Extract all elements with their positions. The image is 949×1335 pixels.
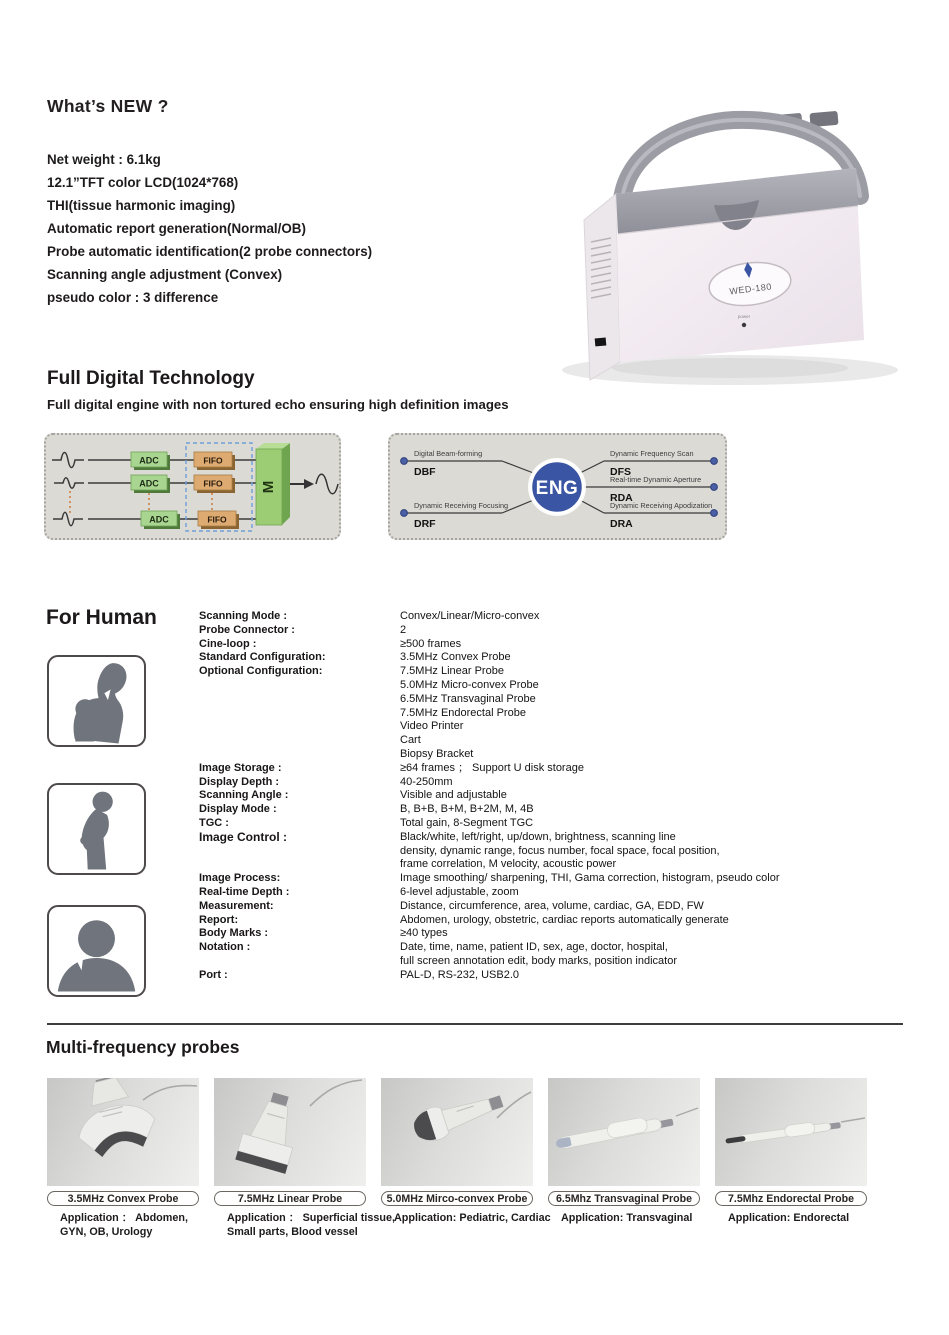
spec-row xyxy=(199,927,819,941)
person-portrait-silhouette-icon xyxy=(49,907,144,995)
spec-row xyxy=(199,762,819,776)
spec-row xyxy=(199,969,819,983)
spec-row xyxy=(199,651,819,665)
input-wave xyxy=(53,512,83,526)
probe-photo-transvaginal xyxy=(548,1078,700,1186)
adc-label: ADC xyxy=(139,455,159,466)
feature-item: pseudo color : 3 difference xyxy=(47,290,219,305)
transvaginal-probe-illustration xyxy=(548,1078,700,1186)
probe-name-pill: 6.5Mhz Transvaginal Probe xyxy=(548,1191,700,1206)
feature-item: Scanning angle adjustment (Convex) xyxy=(47,267,283,282)
model-label: WED-180 xyxy=(728,281,773,297)
spec-value: frame correlation, M velocity, acoustic power xyxy=(400,858,617,871)
spec-value: Total gain, 8-Segment TGC xyxy=(400,816,534,829)
spec-table xyxy=(199,610,819,983)
output-wave xyxy=(316,474,338,494)
spec-label: Real-time Depth : xyxy=(199,885,290,898)
probe-application: Application ： Abdomen, GYN, OB, Urology xyxy=(60,1212,188,1238)
spec-row xyxy=(199,900,819,914)
pregnant-woman-silhouette-icon xyxy=(49,785,144,873)
feature-item: 12.1”TFT color LCD(1024*768) xyxy=(47,175,239,190)
micro-convex-probe-illustration xyxy=(381,1078,533,1186)
probe-cable xyxy=(841,1118,865,1122)
spec-label: Scanning Mode : xyxy=(199,610,287,622)
feature-item: Automatic report generation(Normal/OB) xyxy=(47,221,306,236)
spec-value: Video Printer xyxy=(400,720,464,733)
linear-probe-illustration xyxy=(214,1078,366,1186)
spec-value: ≥40 types xyxy=(400,927,448,940)
spec-row xyxy=(199,610,819,624)
section-divider xyxy=(47,1023,903,1025)
spec-value: Abdomen, urology, obstetric, cardiac reports automatically generate xyxy=(400,913,729,926)
spec-label: Image Storage : xyxy=(199,761,282,774)
spec-label: Image Process: xyxy=(199,872,281,885)
spec-label: Body Marks : xyxy=(199,927,269,940)
adc-blocks xyxy=(131,452,180,529)
product-photo xyxy=(538,92,923,397)
spec-label: TGC : xyxy=(199,816,229,829)
spec-value: ≥500 frames xyxy=(400,637,462,650)
output-arrowhead xyxy=(304,479,314,489)
probe-cable xyxy=(676,1108,698,1116)
probe-photo-micro-convex xyxy=(381,1078,533,1186)
spec-label: Display Depth : xyxy=(199,775,280,788)
probe-photo-convex xyxy=(47,1078,199,1186)
spec-value: Image smoothing/ sharpening, THI, Gama correction, histogram, pseudo color xyxy=(400,872,780,885)
probe-name-pill: 3.5MHz Convex Probe xyxy=(47,1191,199,1206)
whats-new-title: What’s NEW ? xyxy=(47,96,169,116)
spec-label: Standard Configuration: xyxy=(199,651,326,664)
full-digital-subtitle: Full digital engine with non tortured echo ensuring high definition images xyxy=(47,397,509,412)
fifo-label: FIFO xyxy=(207,514,227,525)
probe-application: Application ： Superficial tissue, Small parts, Blood vessel xyxy=(227,1212,395,1238)
ultrasound-machine-illustration xyxy=(538,92,923,397)
probe-application: Application: Pediatric, Cardiac xyxy=(394,1212,551,1224)
input-wave xyxy=(54,478,84,489)
spec-value: Biopsy Bracket xyxy=(400,747,474,760)
probe-cable xyxy=(310,1080,362,1106)
spec-label: Display Mode : xyxy=(199,803,277,816)
spec-row xyxy=(199,803,819,817)
silhouette-card-mother-baby xyxy=(47,655,146,747)
power-led xyxy=(742,323,746,327)
spec-row xyxy=(199,789,819,803)
ellipsis-dots xyxy=(70,491,212,513)
node-full: Dynamic Receiving Apodization xyxy=(610,501,713,510)
full-digital-title: Full Digital Technology xyxy=(47,368,255,389)
silhouette-card-portrait xyxy=(47,905,146,997)
probe-photo-endorectal xyxy=(715,1078,867,1186)
spec-value: Visible and adjustable xyxy=(400,789,507,802)
spec-row xyxy=(199,886,819,900)
silhouette-card-pregnant xyxy=(47,783,146,875)
beamforming-schematic xyxy=(46,435,339,538)
probe-card-linear xyxy=(214,1078,395,1239)
m-block xyxy=(256,443,290,525)
endorectal-probe-illustration xyxy=(715,1078,867,1186)
node-abbr: RDA xyxy=(610,492,633,504)
spec-value: 5.0MHz Micro-convex Probe xyxy=(400,678,539,691)
input-wave xyxy=(52,453,84,468)
spec-label: Scanning Angle : xyxy=(199,789,289,802)
m-label: M xyxy=(259,480,277,494)
spec-value: 3.5MHz Convex Probe xyxy=(400,651,511,664)
node-abbr: DFS xyxy=(610,466,631,478)
spec-label: Probe Connector : xyxy=(199,623,295,636)
spec-row xyxy=(199,665,819,762)
mother-baby-silhouette-icon xyxy=(49,657,144,745)
spec-row xyxy=(199,941,819,969)
probe-card-endorectal xyxy=(715,1078,867,1226)
adc-label: ADC xyxy=(139,478,159,489)
for-human-title: For Human xyxy=(46,606,157,629)
probe-application: Application: Endorectal xyxy=(728,1212,850,1224)
adc-label: ADC xyxy=(149,514,169,525)
spec-row xyxy=(199,638,819,652)
spec-value: density, dynamic range, focus number, focal space, focal position, xyxy=(400,844,720,857)
feature-item: Net weight : 6.1kg xyxy=(47,152,161,167)
probe-application: Application: Transvaginal xyxy=(561,1212,693,1224)
side-panel xyxy=(584,194,620,380)
convex-probe-illustration xyxy=(47,1078,199,1186)
spec-value: B, B+B, B+M, B+2M, M, 4B xyxy=(400,803,534,816)
spec-value: 6-level adjustable, zoom xyxy=(400,885,519,898)
port-socket xyxy=(595,337,607,346)
spec-value: 7.5MHz Endorectal Probe xyxy=(400,706,526,719)
spec-value: ≥64 frames ； Support U disk storage xyxy=(400,761,584,774)
node-full: Dynamic Receiving Focusing xyxy=(414,501,509,510)
fifo-label: FIFO xyxy=(203,478,223,489)
probe-cable xyxy=(143,1086,197,1100)
probes-title: Multi-frequency probes xyxy=(46,1037,240,1057)
spec-value: 2 xyxy=(400,623,407,636)
probe-card-convex xyxy=(47,1078,199,1239)
spec-value: 7.5MHz Linear Probe xyxy=(400,665,504,678)
spec-label: Notation : xyxy=(199,941,251,954)
spec-row xyxy=(199,776,819,790)
spec-label: Image Control : xyxy=(199,829,288,844)
eng-diagram xyxy=(388,433,727,540)
node-full: Digital Beam-forming xyxy=(414,449,483,458)
feature-list xyxy=(47,148,372,309)
shadow-inner xyxy=(612,358,848,378)
fifo-blocks xyxy=(194,452,239,529)
fifo-label: FIFO xyxy=(203,455,223,466)
probe-name-pill: 7.5Mhz Endorectal Probe xyxy=(715,1191,867,1206)
spec-value: Cart xyxy=(400,734,421,747)
spec-row xyxy=(199,914,819,928)
spec-label: Report: xyxy=(199,913,239,926)
eng-schematic xyxy=(390,435,725,538)
spec-value: Date, time, name, patient ID, sex, age, doctor, hospital, xyxy=(400,941,668,954)
spec-value: 40-250mm xyxy=(400,775,453,788)
probe-photo-linear xyxy=(214,1078,366,1186)
node-abbr: DRA xyxy=(610,518,633,530)
spec-value: full screen annotation edit, body marks, position indicator xyxy=(400,954,677,967)
node-full: Real-time Dynamic Aperture xyxy=(610,475,702,484)
feature-item: THI(tissue harmonic imaging) xyxy=(47,198,236,213)
spec-row xyxy=(199,831,819,872)
probe-card-micro-convex xyxy=(381,1078,551,1226)
probe-card-transvaginal xyxy=(548,1078,700,1226)
power-label: power xyxy=(737,314,751,319)
node-abbr: DRF xyxy=(414,518,436,530)
probe-name-pill: 5.0MHz Mirco-convex Probe xyxy=(381,1191,533,1206)
node-abbr: DBF xyxy=(414,466,436,478)
spec-row xyxy=(199,624,819,638)
spec-label: Cine-loop : xyxy=(199,637,257,650)
probe-name-pill: 7.5MHz Linear Probe xyxy=(214,1191,366,1206)
feature-item: Probe automatic identification(2 probe connectors) xyxy=(47,244,373,259)
spec-value: Convex/Linear/Micro-convex xyxy=(400,610,540,622)
spec-label: Measurement: xyxy=(199,899,274,912)
spec-value: PAL-D, RS-232, USB2.0 xyxy=(400,968,520,981)
beamforming-diagram xyxy=(44,433,341,540)
spec-row xyxy=(199,872,819,886)
spec-label: Port : xyxy=(199,968,228,981)
node-full: Dynamic Frequency Scan xyxy=(610,449,694,458)
spec-value: Black/white, left/right, up/down, brightness, scanning line xyxy=(400,830,676,843)
eng-label: ENG xyxy=(535,478,579,499)
spec-label: Optional Configuration: xyxy=(199,665,323,678)
spec-row xyxy=(199,817,819,831)
spec-value: Distance, circumference, area, volume, cardiac, GA, EDD, FW xyxy=(400,899,704,912)
spec-value: 6.5MHz Transvaginal Probe xyxy=(400,692,536,705)
